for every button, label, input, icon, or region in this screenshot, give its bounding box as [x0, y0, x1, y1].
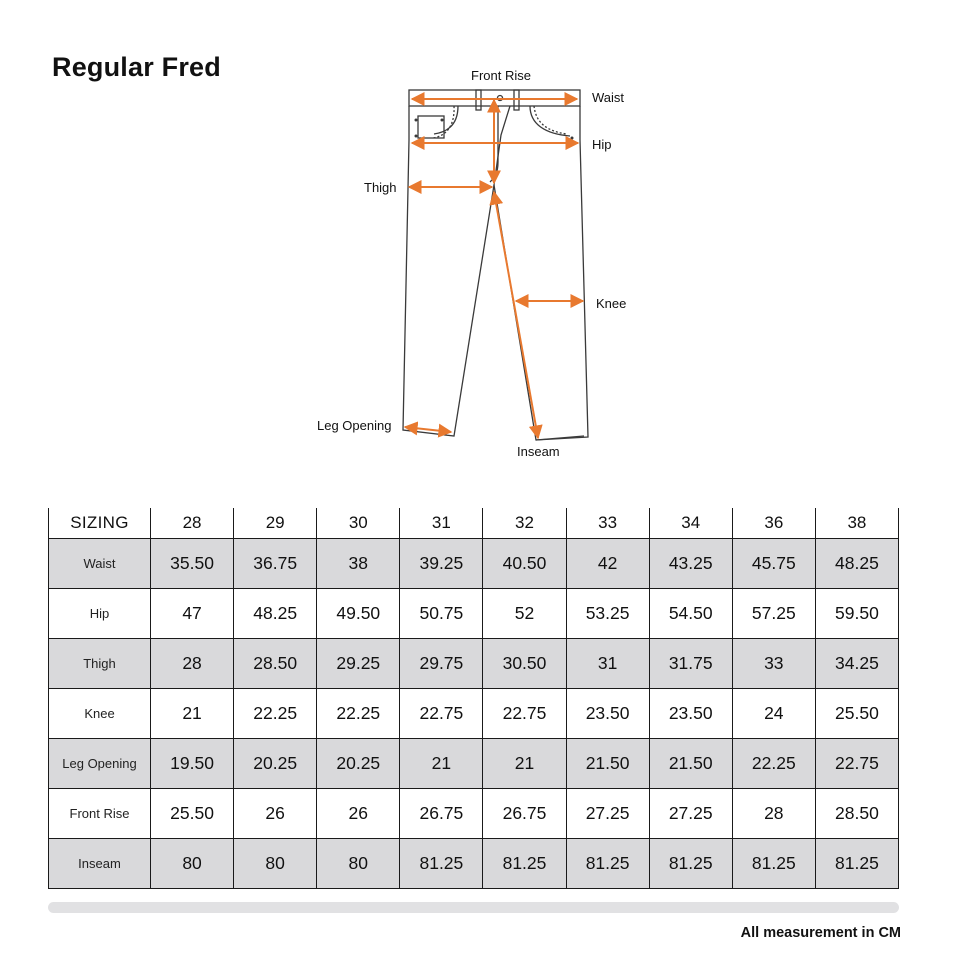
row-label: Knee	[49, 689, 151, 739]
table-cell: 21.50	[566, 739, 649, 789]
table-cell: 52	[483, 589, 566, 639]
row-label: Thigh	[49, 639, 151, 689]
table-cell: 21	[483, 739, 566, 789]
label-waist: Waist	[592, 90, 625, 105]
table-cell: 26	[234, 789, 317, 839]
table-cell: 22.75	[815, 739, 898, 789]
table-cell: 34.25	[815, 639, 898, 689]
table-cell: 30.50	[483, 639, 566, 689]
table-cell: 20.25	[317, 739, 400, 789]
table-cell: 48.25	[815, 539, 898, 589]
table-cell: 80	[234, 839, 317, 889]
header-size: 29	[234, 508, 317, 539]
size-chart-table	[48, 508, 899, 889]
table-cell: 23.50	[566, 689, 649, 739]
table-cell: 22.25	[234, 689, 317, 739]
header-size: 30	[317, 508, 400, 539]
table-cell: 31.75	[649, 639, 732, 689]
table-cell: 47	[151, 589, 234, 639]
header-size: 31	[400, 508, 483, 539]
table-cell: 38	[317, 539, 400, 589]
table-cell: 49.50	[317, 589, 400, 639]
label-inseam: Inseam	[517, 444, 560, 459]
table-cell: 27.25	[649, 789, 732, 839]
table-cell: 54.50	[649, 589, 732, 639]
table-cell: 28.50	[815, 789, 898, 839]
table-cell: 40.50	[483, 539, 566, 589]
table-cell: 19.50	[151, 739, 234, 789]
label-front-rise: Front Rise	[471, 68, 531, 83]
header-size: 34	[649, 508, 732, 539]
table-cell: 57.25	[732, 589, 815, 639]
table-cell: 27.25	[566, 789, 649, 839]
table-row	[49, 739, 899, 789]
right-pocket	[530, 106, 570, 136]
table-cell: 28	[732, 789, 815, 839]
table-cell: 29.25	[317, 639, 400, 689]
table-cell: 81.25	[815, 839, 898, 889]
table-cell: 43.25	[649, 539, 732, 589]
header-size: 33	[566, 508, 649, 539]
label-leg-opening: Leg Opening	[317, 418, 392, 433]
table-cell: 48.25	[234, 589, 317, 639]
table-cell: 20.25	[234, 739, 317, 789]
table-cell: 25.50	[815, 689, 898, 739]
header-size: 28	[151, 508, 234, 539]
right-pocket-stitch	[534, 106, 566, 134]
table-cell: 50.75	[400, 589, 483, 639]
table-cell: 22.25	[732, 739, 815, 789]
table-cell: 81.25	[483, 839, 566, 889]
table-cell: 26.75	[400, 789, 483, 839]
table-cell: 22.75	[400, 689, 483, 739]
row-label: Waist	[49, 539, 151, 589]
table-cell: 35.50	[151, 539, 234, 589]
table-header-row	[49, 508, 899, 539]
row-label: Inseam	[49, 839, 151, 889]
table-cell: 26.75	[483, 789, 566, 839]
header-sizing: SIZING	[49, 508, 151, 539]
table-row	[49, 839, 899, 889]
table-cell: 24	[732, 689, 815, 739]
table-row	[49, 589, 899, 639]
table-cell: 22.75	[483, 689, 566, 739]
table-cell: 22.25	[317, 689, 400, 739]
table-row	[49, 539, 899, 589]
table-cell: 81.25	[566, 839, 649, 889]
table-cell: 36.75	[234, 539, 317, 589]
table-cell: 80	[151, 839, 234, 889]
table-cell: 45.75	[732, 539, 815, 589]
table-row	[49, 639, 899, 689]
table-cell: 80	[317, 839, 400, 889]
jeans-measurement-diagram	[0, 0, 978, 480]
table-row	[49, 789, 899, 839]
table-cell: 33	[732, 639, 815, 689]
header-size: 36	[732, 508, 815, 539]
page-title: Regular Fred	[52, 52, 221, 82]
measurement-arrows	[405, 99, 583, 438]
table-cell: 21	[400, 739, 483, 789]
header-size: 38	[815, 508, 898, 539]
table-cell: 26	[317, 789, 400, 839]
table-cell: 23.50	[649, 689, 732, 739]
label-thigh: Thigh	[364, 180, 397, 195]
row-label: Hip	[49, 589, 151, 639]
table-cell: 29.75	[400, 639, 483, 689]
horizontal-scrollbar[interactable]	[48, 902, 899, 913]
row-label: Front Rise	[49, 789, 151, 839]
table-cell: 21	[151, 689, 234, 739]
inseam-arrow	[494, 192, 538, 438]
measurement-unit-note: All measurement in CM	[740, 925, 901, 941]
table-cell: 39.25	[400, 539, 483, 589]
coin-pocket	[418, 116, 444, 138]
table-cell: 81.25	[732, 839, 815, 889]
row-label: Leg Opening	[49, 739, 151, 789]
table-cell: 42	[566, 539, 649, 589]
table-cell: 28.50	[234, 639, 317, 689]
label-hip: Hip	[592, 137, 612, 152]
table-cell: 28	[151, 639, 234, 689]
header-size: 32	[483, 508, 566, 539]
table-cell: 31	[566, 639, 649, 689]
table-row	[49, 689, 899, 739]
table-cell: 81.25	[400, 839, 483, 889]
table-cell: 53.25	[566, 589, 649, 639]
label-knee: Knee	[596, 296, 627, 311]
table-cell: 81.25	[649, 839, 732, 889]
table-cell: 21.50	[649, 739, 732, 789]
table-cell: 59.50	[815, 589, 898, 639]
table-cell: 25.50	[151, 789, 234, 839]
